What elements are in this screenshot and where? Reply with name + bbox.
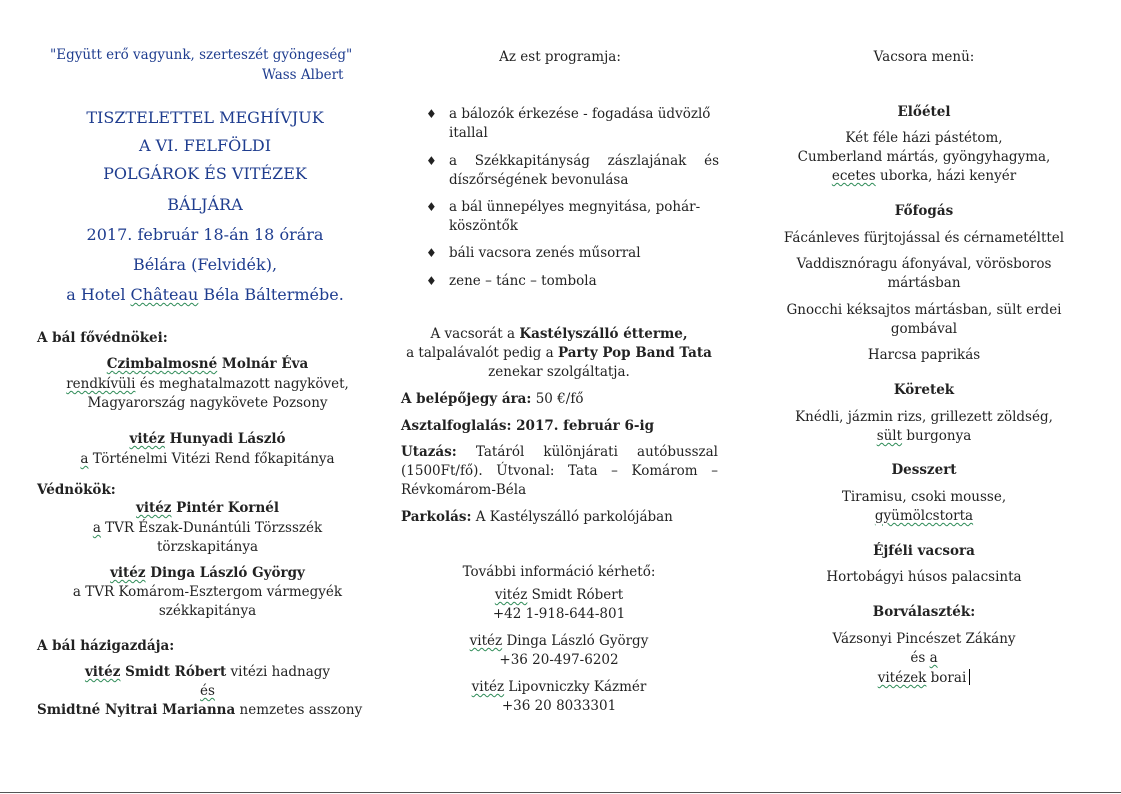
catering-line: A vacsorát a Kastélyszálló étterme,: [430, 326, 688, 342]
menu-item: Vaddisznóragu áfonyával, vörösboros: [796, 256, 1052, 272]
course-heading: Éjféli vacsora: [873, 543, 975, 559]
invite-line: BÁLJÁRA: [167, 195, 243, 214]
contact-name: vitéz Smidt Róbert: [494, 587, 624, 603]
host-and: és: [200, 683, 215, 699]
parking-info: Parkolás: A Kastélyszálló parkolójában: [401, 509, 673, 525]
program-item: a Székkapitányság zászlajának és díszőrségének bevonulása: [449, 153, 719, 188]
contact-phone: +36 20-497-6202: [499, 652, 619, 668]
catering-line: a talpalávalót pedig a Party Pop Band Tata: [406, 345, 712, 361]
invite-line: A VI. FELFÖLDI: [138, 136, 272, 155]
bullet-icon: ♦: [426, 246, 437, 260]
sponsor-title: a TVR Komárom-Esztergom vármegyék: [72, 584, 343, 600]
invite-date: 2017. február 18-án 18 órára: [86, 225, 324, 244]
menu-item: sült burgonya: [876, 428, 972, 444]
menu-item: Harcsa paprikás: [867, 347, 981, 363]
table-booking: Asztalfoglalás: 2017. február 6-ig: [401, 418, 655, 434]
sponsor-title: a TVR Észak-Dunántúli Törzsszék: [92, 520, 323, 536]
host-name: Smidtné Nyitrai Marianna nemzetes asszony: [37, 702, 363, 718]
invite-line: POLGÁROK ÉS VITÉZEK: [103, 164, 307, 183]
menu-item: mártásban: [887, 275, 961, 291]
patron-title: Magyarország nagykövete Pozsony: [87, 395, 328, 411]
contact-name: vitéz Dinga László György: [469, 633, 649, 649]
page-edge: [0, 792, 1121, 793]
menu-item: Cumberland mártás, gyöngyhagyma,: [797, 149, 1051, 165]
patron-title: rendkívüli és meghatalmazott nagykövet,: [66, 376, 349, 392]
sponsor-title: székkapitánya: [158, 603, 257, 619]
menu-item: Tiramisu, csoki mousse,: [841, 489, 1007, 505]
menu-item: Knédli, jázmin rizs, grillezett zöldség,: [795, 409, 1053, 425]
course-heading: Köretek: [893, 382, 955, 398]
travel-info: Utazás: Tatáról különjárati autóbusszal (1500Ft/fő). Útvonal: Tata – Komárom – Révkomárom-Béla: [401, 444, 718, 498]
menu-item: és a: [910, 650, 938, 666]
text-cursor[interactable]: [969, 669, 970, 685]
program-item: a bálozók érkezése - fogadása üdvözlő itallal: [449, 106, 711, 141]
menu-item: gyümölcstorta: [874, 508, 974, 524]
sponsors-heading: Védnökök:: [37, 482, 116, 498]
program-heading: Az est programja:: [499, 49, 621, 65]
course-heading: Borválaszték:: [872, 604, 976, 620]
menu-item: gombával: [890, 321, 958, 337]
menu-heading: Vacsora menü:: [873, 49, 975, 65]
invite-line: TISZTELETTEL MEGHÍVJUK: [86, 108, 324, 127]
bullet-icon: ♦: [426, 274, 437, 288]
program-item: zene – tánc – tombola: [449, 273, 597, 289]
contact-name: vitéz Lipovniczky Kázmér: [471, 679, 647, 695]
menu-item: Gnocchi kéksajtos mártásban, sült erdei: [786, 302, 1062, 318]
contact-phone: +42 1-918-644-801: [492, 606, 626, 622]
info-heading: További információ kérhető:: [462, 564, 656, 580]
patron-title: a Történelmi Vitézi Rend főkapitánya: [80, 451, 335, 467]
sponsor-name: vitéz Dinga László György: [110, 565, 305, 581]
menu-item: Hortobágyi húsos palacsinta: [826, 569, 1022, 585]
menu-item: Két féle házi pástétom,: [845, 130, 1003, 146]
motto-author: Wass Albert: [262, 67, 344, 83]
program-item: báli vacsora zenés műsorral: [449, 245, 641, 261]
bullet-icon: ♦: [426, 154, 437, 168]
host-name: vitéz Smidt Róbert vitézi hadnagy: [84, 664, 331, 680]
course-heading: Főfogás: [894, 203, 954, 219]
program-item: a bál ünnepélyes megnyitása, pohár-köszöntők: [449, 199, 701, 234]
invite-venue: a Hotel Château Béla Báltermébe.: [66, 285, 344, 304]
sponsor-title: törzskapitánya: [156, 539, 259, 555]
sponsor-name: vitéz Pintér Kornél: [136, 500, 279, 516]
contact-phone: +36 20 8033301: [501, 698, 617, 714]
hosts-heading: A bál házigazdája:: [37, 638, 175, 654]
bullet-icon: ♦: [426, 200, 437, 214]
patron-name: Czimbalmosné Molnár Éva: [106, 356, 309, 372]
invite-place: Bélára (Felvidék),: [132, 255, 278, 274]
patron-name: vitéz Hunyadi László: [129, 431, 286, 447]
bullet-icon: ♦: [426, 107, 437, 121]
course-heading: Desszert: [891, 462, 957, 478]
motto-quote: "Együtt erő vagyunk, szerteszét gyöngeség": [50, 47, 353, 63]
catering-line: zenekar szolgáltatja.: [488, 364, 630, 380]
menu-item: Vázsonyi Pincészet Zákány: [832, 631, 1016, 647]
ticket-price: A belépőjegy ára: 50 €/fő: [401, 391, 584, 407]
course-heading: Előétel: [897, 104, 951, 120]
patrons-heading: A bál fővédnökei:: [37, 330, 168, 346]
menu-item: vitézek borai: [764, 669, 1084, 686]
menu-item: Fácánleves fürjtojással és cérnametélttel: [783, 230, 1065, 246]
menu-item: ecetes uborka, házi kenyér: [831, 168, 1017, 184]
